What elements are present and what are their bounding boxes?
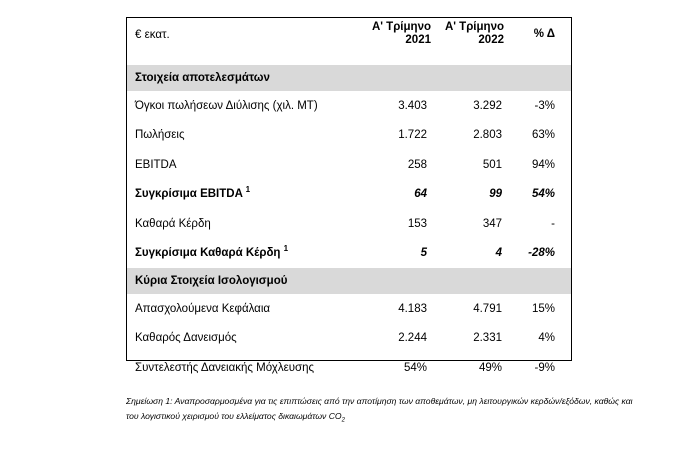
- value-2022: 2.331: [473, 332, 502, 345]
- value-percent-change: -28%: [528, 247, 555, 260]
- value-2021: 54%: [403, 361, 427, 374]
- column-header-q1-2022-line1: Α' Τρίμηνο: [444, 21, 504, 33]
- value-2022: 4: [495, 247, 502, 260]
- value-percent-change: 54%: [531, 188, 555, 201]
- value-2022: 99: [489, 188, 502, 201]
- table-row: [127, 239, 571, 269]
- row-label-text: Συντελεστής Δανειακής Μόχλευσης: [135, 361, 315, 374]
- value-percent-change: 63%: [531, 129, 555, 142]
- column-header-q1-2021-line1: Α' Τρίμηνο: [371, 21, 431, 33]
- financial-table: [127, 18, 571, 383]
- value-2021: 2.244: [398, 332, 427, 345]
- value-percent-change: -9%: [534, 361, 555, 374]
- row-label: [127, 150, 362, 180]
- unit-label: € εκατ.: [135, 29, 170, 41]
- value-2021: 3.403: [398, 99, 427, 112]
- table-row: [127, 150, 571, 180]
- row-label: [127, 239, 362, 269]
- row-label-text: Όγκοι πωλήσεων Διύλισης (χιλ. ΜΤ): [135, 99, 318, 112]
- table-body: [127, 18, 571, 383]
- value-2022: 347: [482, 217, 502, 230]
- row-label: [127, 353, 362, 383]
- value-2021: 4.183: [398, 302, 427, 315]
- section-header-row: [127, 268, 571, 294]
- column-header-q1-2022: [437, 18, 512, 65]
- footnote: [126, 394, 656, 424]
- row-label-text: Πωλήσεις: [135, 129, 185, 142]
- row-label: [127, 180, 362, 210]
- table-row: [127, 180, 571, 210]
- value-2022: 3.292: [473, 99, 502, 112]
- value-2021: 5: [420, 247, 427, 260]
- value-2021: 258: [407, 158, 427, 171]
- value-2021: 64: [414, 188, 427, 201]
- row-label-text: EBITDA: [135, 158, 177, 171]
- column-header-q1-2021: [362, 18, 437, 65]
- column-header-percent-change: % Δ: [533, 28, 555, 40]
- table-row: [127, 121, 571, 151]
- value-percent-change: -3%: [534, 99, 555, 112]
- footnote-marker: 1: [245, 185, 251, 195]
- section-header-row: [127, 65, 571, 91]
- table-row: [127, 324, 571, 354]
- table-row: [127, 353, 571, 383]
- section-title: Κύρια Στοιχεία Ισολογισμού: [127, 268, 571, 294]
- value-percent-change: 94%: [531, 158, 555, 171]
- value-percent-change: -: [551, 217, 555, 230]
- column-header-q1-2022-line2: 2022: [478, 34, 504, 46]
- financial-summary-table: [126, 17, 572, 374]
- table-row: [127, 209, 571, 239]
- row-label-text: Καθαρός Δανεισμός: [135, 332, 237, 345]
- value-2022: 2.803: [473, 129, 502, 142]
- table-header-row: [127, 18, 571, 65]
- footnote-marker: 1: [283, 244, 289, 254]
- value-2022: 4.791: [473, 302, 502, 315]
- value-2021: 153: [407, 217, 427, 230]
- row-label: [127, 209, 362, 239]
- column-header-q1-2021-line2: 2021: [405, 34, 431, 46]
- row-label-text: Συγκρίσιμα Καθαρά Κέρδη: [135, 247, 281, 260]
- row-label-text: Καθαρά Κέρδη: [135, 217, 211, 230]
- row-label: [127, 91, 362, 121]
- table-row: [127, 294, 571, 324]
- row-label-text: Συγκρίσιμα EBITDA: [135, 188, 243, 201]
- table-row: [127, 91, 571, 121]
- section-title: Στοιχεία αποτελεσμάτων: [127, 65, 571, 91]
- row-label: [127, 121, 362, 151]
- value-percent-change: 15%: [531, 302, 555, 315]
- row-label: [127, 324, 362, 354]
- value-2022: 49%: [478, 361, 502, 374]
- footnote-line-2-text: του λογιστικού χειρισμού του ελλείματος δικαιωμάτων CO: [126, 411, 342, 421]
- footnote-subscript: 2: [341, 417, 345, 424]
- value-2022: 501: [482, 158, 502, 171]
- value-2021: 1.722: [398, 129, 427, 142]
- row-label: [127, 294, 362, 324]
- row-label-text: Απασχολούμενα Κεφάλαια: [135, 302, 271, 315]
- footnote-line-1: Σημείωση 1: Αναπροσαρμοσμένα για τις επιπτώσεις από την αποτίμηση των αποθεμάτων, μη λειτουργικών κερδών/εξόδων, καθώς και: [126, 396, 633, 406]
- footnote-line-2: [126, 409, 656, 424]
- value-percent-change: 4%: [538, 332, 555, 345]
